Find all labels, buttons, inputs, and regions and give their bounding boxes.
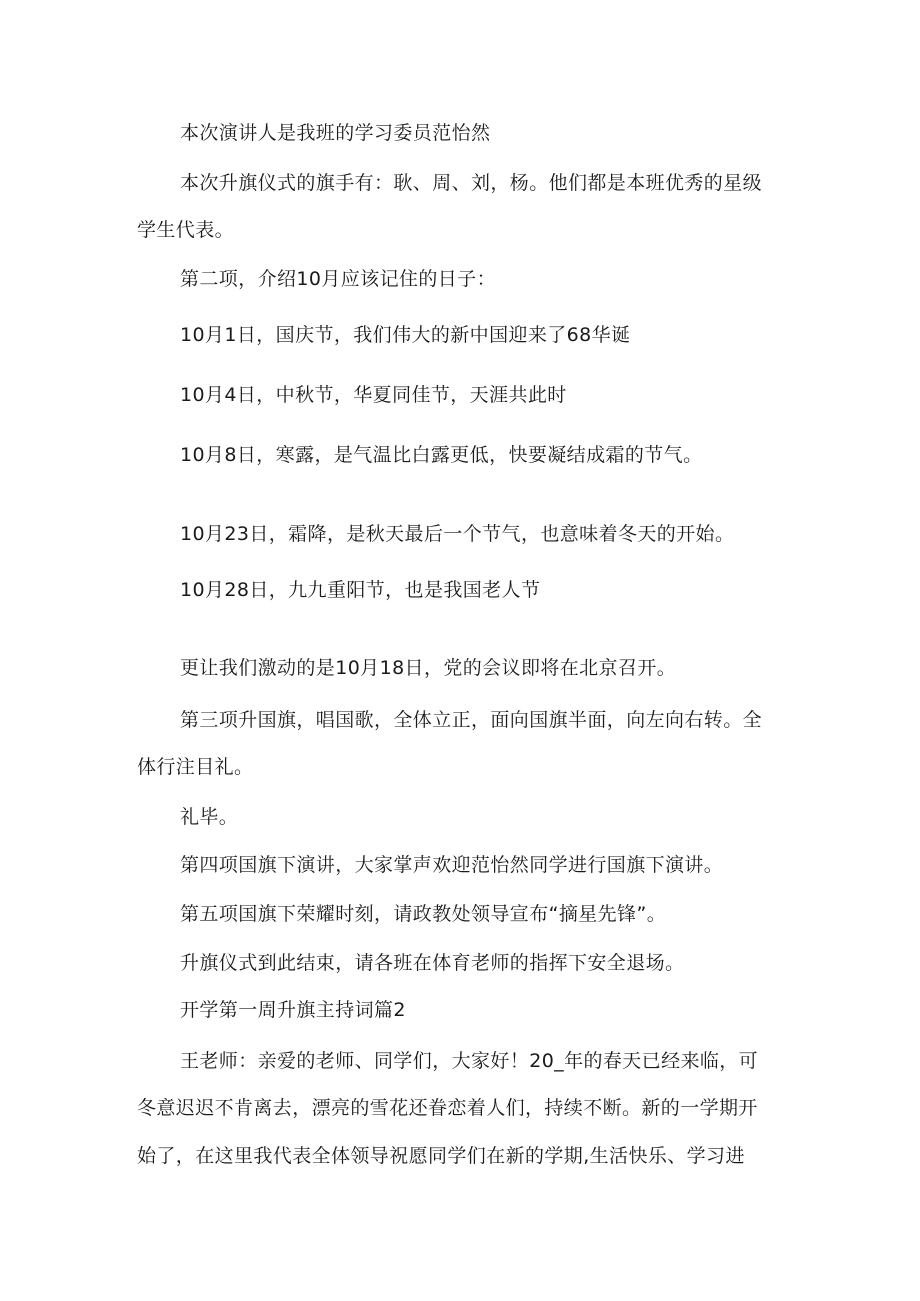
text-line: 10月4日，中秋节，华夏同佳节，天涯共此时: [180, 384, 567, 406]
text-line: 王老师：亲爱的老师、同学们，大家好！20_年的春天已经来临，可: [180, 1050, 759, 1072]
text-line: 10月28日，九九重阳节，也是我国老人节: [180, 579, 541, 601]
text-line: 更让我们激动的是10月18日，党的会议即将在北京召开。: [180, 657, 677, 679]
text-line: 10月23日，霜降，是秋天最后一个节气，也意味着冬天的开始。: [180, 523, 735, 545]
text-line: 本次演讲人是我班的学习委员范怡然: [180, 122, 491, 144]
text-line: 第二项，介绍10月应该记住的日子：: [180, 268, 496, 290]
text-line: 第五项国旗下荣耀时刻，请政教处领导宣布“摘星先锋”。: [180, 903, 667, 925]
text-line: 第三项升国旗，唱国歌，全体立正，面向国旗半面，向左向右转。全: [180, 709, 763, 731]
text-line: 学生代表。: [137, 219, 235, 241]
text-line: 始了，在这里我代表全体领导祝愿同学们在新的学期,生活快乐、学习进: [137, 1145, 745, 1167]
text-line: 本次升旗仪式的旗手有：耿、周、刘，杨。他们都是本班优秀的星级: [180, 172, 763, 194]
text-line: 礼毕。: [180, 806, 239, 828]
text-line: 体行注目礼。: [137, 756, 254, 778]
text-line: 10月8日，寒露，是气温比白露更低，快要凝结成霜的节气。: [180, 444, 703, 466]
text-line: 冬意迟迟不肯离去，漂亮的雪花还眷恋着人们，持续不断。新的一学期开: [137, 1097, 758, 1119]
text-line: 10月1日，国庆节，我们伟大的新中国迎来了68华诞: [180, 324, 631, 346]
text-line: 升旗仪式到此结束，请各班在体育老师的指挥下安全退场。: [180, 952, 685, 974]
text-line: 第四项国旗下演讲，大家掌声欢迎范怡然同学进行国旗下演讲。: [180, 854, 724, 876]
section-heading: 开学第一周升旗主持词篇2: [180, 999, 406, 1021]
